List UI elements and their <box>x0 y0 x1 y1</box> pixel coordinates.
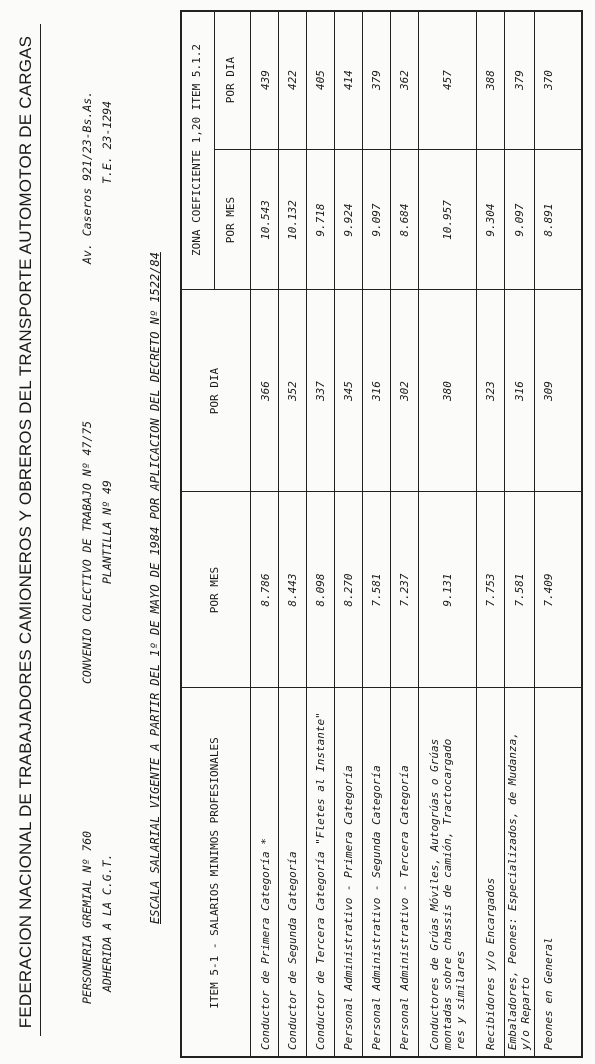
cell-zdia: 379 <box>512 70 526 90</box>
row-divider <box>278 10 279 1058</box>
salary-table <box>180 10 583 1058</box>
cell-dia: 352 <box>285 381 299 401</box>
cell-zdia: 379 <box>369 70 383 90</box>
row-label: Peones en General <box>541 937 555 1050</box>
cell-mes: 7.581 <box>369 573 383 607</box>
row-divider <box>390 10 391 1058</box>
cell-mes: 8.443 <box>285 573 299 607</box>
cell-zdia: 362 <box>397 70 411 90</box>
cell-zmes: 9.718 <box>313 203 327 237</box>
cell-zdia: 457 <box>440 70 454 90</box>
row-divider <box>362 10 363 1058</box>
cell-zmes: 8.684 <box>397 203 411 237</box>
cell-zdia: 439 <box>258 70 272 90</box>
row-label: Recibidores y/o Encargados <box>483 877 497 1050</box>
row-label: Embaladores, Peones: Especializados, de Mudanza, <box>506 732 519 1050</box>
cell-dia: 316 <box>512 381 526 401</box>
row-divider <box>476 10 477 1058</box>
row-label: Conductor de Tercera Categoría "Fletes al Instante" <box>313 712 327 1050</box>
cell-dia: 323 <box>483 381 497 401</box>
cell-zmes: 9.097 <box>369 203 383 237</box>
row-label: Conductor de Segunda Categoría <box>285 851 299 1050</box>
cell-dia: 316 <box>369 381 383 401</box>
table-border-left <box>180 1057 583 1059</box>
cell-dia: 380 <box>440 381 454 401</box>
title-underline <box>40 24 41 1036</box>
cell-dia: 302 <box>397 381 411 401</box>
cell-mes: 8.786 <box>258 573 272 607</box>
cell-zmes: 8.891 <box>541 203 555 237</box>
header-left-line-1: PERSONERIA GREMIAL Nº 760 <box>80 830 94 1004</box>
cell-mes: 7.581 <box>512 573 526 607</box>
cell-zmes: 10.957 <box>440 200 454 240</box>
row-divider <box>504 10 505 1058</box>
row-label: Conductor de Primera Categoría * <box>258 838 272 1050</box>
cell-mes: 7.409 <box>541 573 555 607</box>
col-header-por-dia: POR DIA <box>208 367 221 415</box>
row-label: montadas sobre chassis de camión, Tractocargado <box>440 738 454 1050</box>
cell-zdia: 414 <box>341 70 355 90</box>
cell-dia: 345 <box>341 381 355 401</box>
row-divider <box>418 10 419 1058</box>
cell-zdia: 405 <box>313 70 327 90</box>
cell-zdia: 388 <box>483 70 497 90</box>
table-border-bottom <box>581 10 583 1058</box>
cell-zdia: 422 <box>285 70 299 90</box>
row-divider <box>306 10 307 1058</box>
header-right-line-2: T.E. 23-1294 <box>100 100 114 184</box>
scale-line: ESCALA SALARIAL VIGENTE A PARTIR DEL 1º DE MAYO DE 1984 POR APLICACION DEL DECRETO Nº 1522/84 <box>148 252 162 924</box>
col-header-zona-por-dia: POR DIA <box>224 56 237 104</box>
row-label: Personal Administrativo - Tercera Categoría <box>397 765 411 1050</box>
header-left-line-2: ADHERIDA A LA C.G.T. <box>100 853 114 992</box>
cell-dia: 366 <box>258 381 272 401</box>
row-label: Personal Administrativo - Primera Categoría <box>341 765 355 1050</box>
cell-zmes: 9.304 <box>483 203 497 237</box>
document-title: FEDERACION NACIONAL DE TRABAJADORES CAMIONEROS Y OBREROS DEL TRANSPORTE AUTOMOTOR DE CARGAS <box>16 35 35 1029</box>
table-border-top <box>180 10 182 1058</box>
row-label: Conductores de Grúas Móviles, Autogrúas o Grúas <box>427 738 441 1050</box>
header-center-line-1: CONVENIO COLECTIVO DE TRABAJO Nº 47/75 <box>80 420 94 684</box>
cell-zmes: 9.097 <box>512 203 526 237</box>
cell-dia: 309 <box>541 381 555 401</box>
cell-mes: 7.237 <box>397 573 411 607</box>
cell-mes: 7.753 <box>483 573 497 607</box>
cell-zmes: 10.132 <box>285 200 299 240</box>
row-label: Personal Administrativo - Segunda Categoría <box>369 765 383 1050</box>
header-right-line-1: Av. Caseros 921/23-Bs.As. <box>80 90 94 264</box>
cell-zdia: 370 <box>541 70 555 90</box>
row-divider <box>334 10 335 1058</box>
row-divider <box>534 10 535 1058</box>
header-center-line-2: PLANTILLA Nº 49 <box>100 480 114 584</box>
col-header-por-mes: POR MES <box>208 566 221 614</box>
cell-dia: 337 <box>313 381 327 401</box>
cell-mes: 9.131 <box>440 573 454 607</box>
cell-zmes: 9.924 <box>341 203 355 237</box>
cell-zmes: 10.543 <box>258 200 272 240</box>
col-header-zona-por-mes: POR MES <box>224 196 237 244</box>
col-header-item: ITEM 5-1 - SALARIOS MINIMOS PROFESIONALES <box>208 737 221 1009</box>
col-header-zona: ZONA COEFICIENTE 1,20 ITEM 5.1.2 <box>190 44 203 256</box>
cell-mes: 8.098 <box>313 573 327 607</box>
row-label: y/o Reparto <box>519 977 532 1050</box>
row-label: res y similares <box>453 950 467 1050</box>
zona-header-divider <box>214 10 215 290</box>
cell-mes: 8.270 <box>341 573 355 607</box>
header-row-divider <box>250 10 251 1058</box>
